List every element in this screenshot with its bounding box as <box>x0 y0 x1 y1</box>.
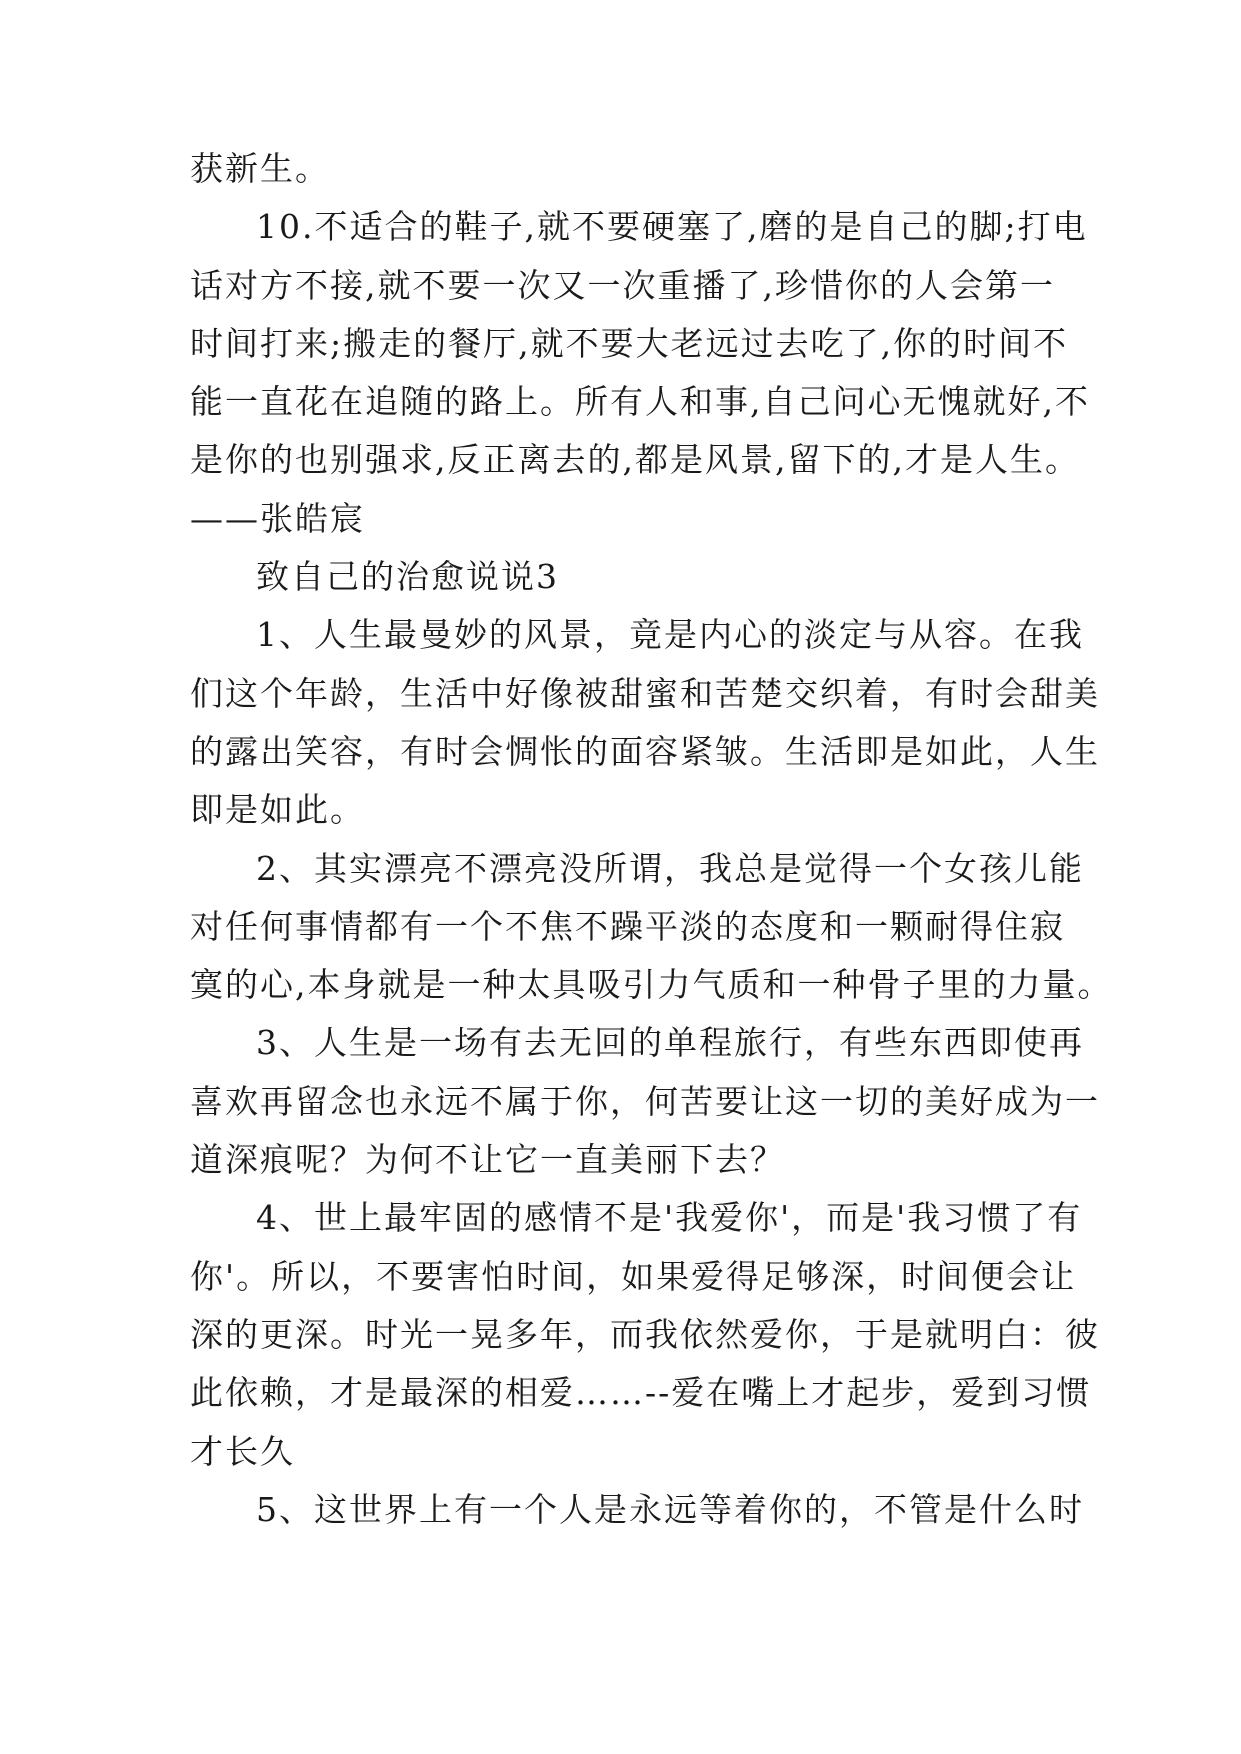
paragraph-2: 2、其实漂亮不漂亮没所谓，我总是觉得一个女孩儿能 <box>256 848 1084 888</box>
document-body <box>190 140 1113 1539</box>
text-line: 话对方不接,就不要一次又一次重播了,珍惜你的人会第一 <box>190 265 1055 305</box>
paragraph-3: 3、人生是一场有去无回的单程旅行，有些东西即使再 <box>256 1023 1084 1063</box>
text-line: 深的更深。时光一晃多年，而我依然爱你，于是就明白：彼 <box>190 1314 1100 1354</box>
text-line: 你'。所以，不要害怕时间，如果爱得足够深，时间便会让 <box>190 1256 1077 1296</box>
text-line: 的露出笑容，有时会惆怅的面容紧皱。生活即是如此，人生 <box>190 731 1100 771</box>
section-heading: 致自己的治愈说说3 <box>256 557 559 597</box>
text-line: 道深痕呢？为何不让它一直美丽下去？ <box>190 1140 785 1180</box>
text-line: 能一直花在追随的路上。所有人和事,自己问心无愧就好,不 <box>190 382 1090 422</box>
text-line: 获新生。 <box>190 149 330 188</box>
paragraph-1: 1、人生最曼妙的风景，竟是内心的淡定与从容。在我 <box>256 615 1084 655</box>
text-line: 喜欢再留念也永远不属于你，何苦要让这一切的美好成为一 <box>190 1081 1100 1121</box>
text-line: 是你的也别强求,反正离去的,都是风景,留下的,才是人生。 <box>190 440 1080 480</box>
text-line: 对任何事情都有一个不焦不躁平淡的态度和一颗耐得住寂 <box>190 906 1065 946</box>
text-line: 们这个年龄，生活中好像被甜蜜和苦楚交织着，有时会甜美 <box>190 673 1100 713</box>
text-line: 时间打来;搬走的餐厅,就不要大老远过去吃了,你的时间不 <box>190 323 1069 363</box>
paragraph-10: 10.不适合的鞋子,就不要硬塞了,磨的是自己的脚;打电 <box>256 207 1088 247</box>
text-line: 才长久 <box>190 1431 295 1471</box>
text-line: 此依赖，才是最深的相爱……--爱在嘴上才起步，爱到习惯 <box>190 1373 1092 1413</box>
attribution: ——张皓宸 <box>190 498 365 538</box>
paragraph-5: 5、这世界上有一个人是永远等着你的，不管是什么时 <box>256 1489 1084 1529</box>
text-line: 寞的心,本身就是一种太具吸引力气质和一种骨子里的力量。 <box>190 965 1113 1005</box>
paragraph-4: 4、世上最牢固的感情不是'我爱你'，而是'我习惯了有 <box>256 1198 1083 1238</box>
text-line: 即是如此。 <box>190 790 365 830</box>
